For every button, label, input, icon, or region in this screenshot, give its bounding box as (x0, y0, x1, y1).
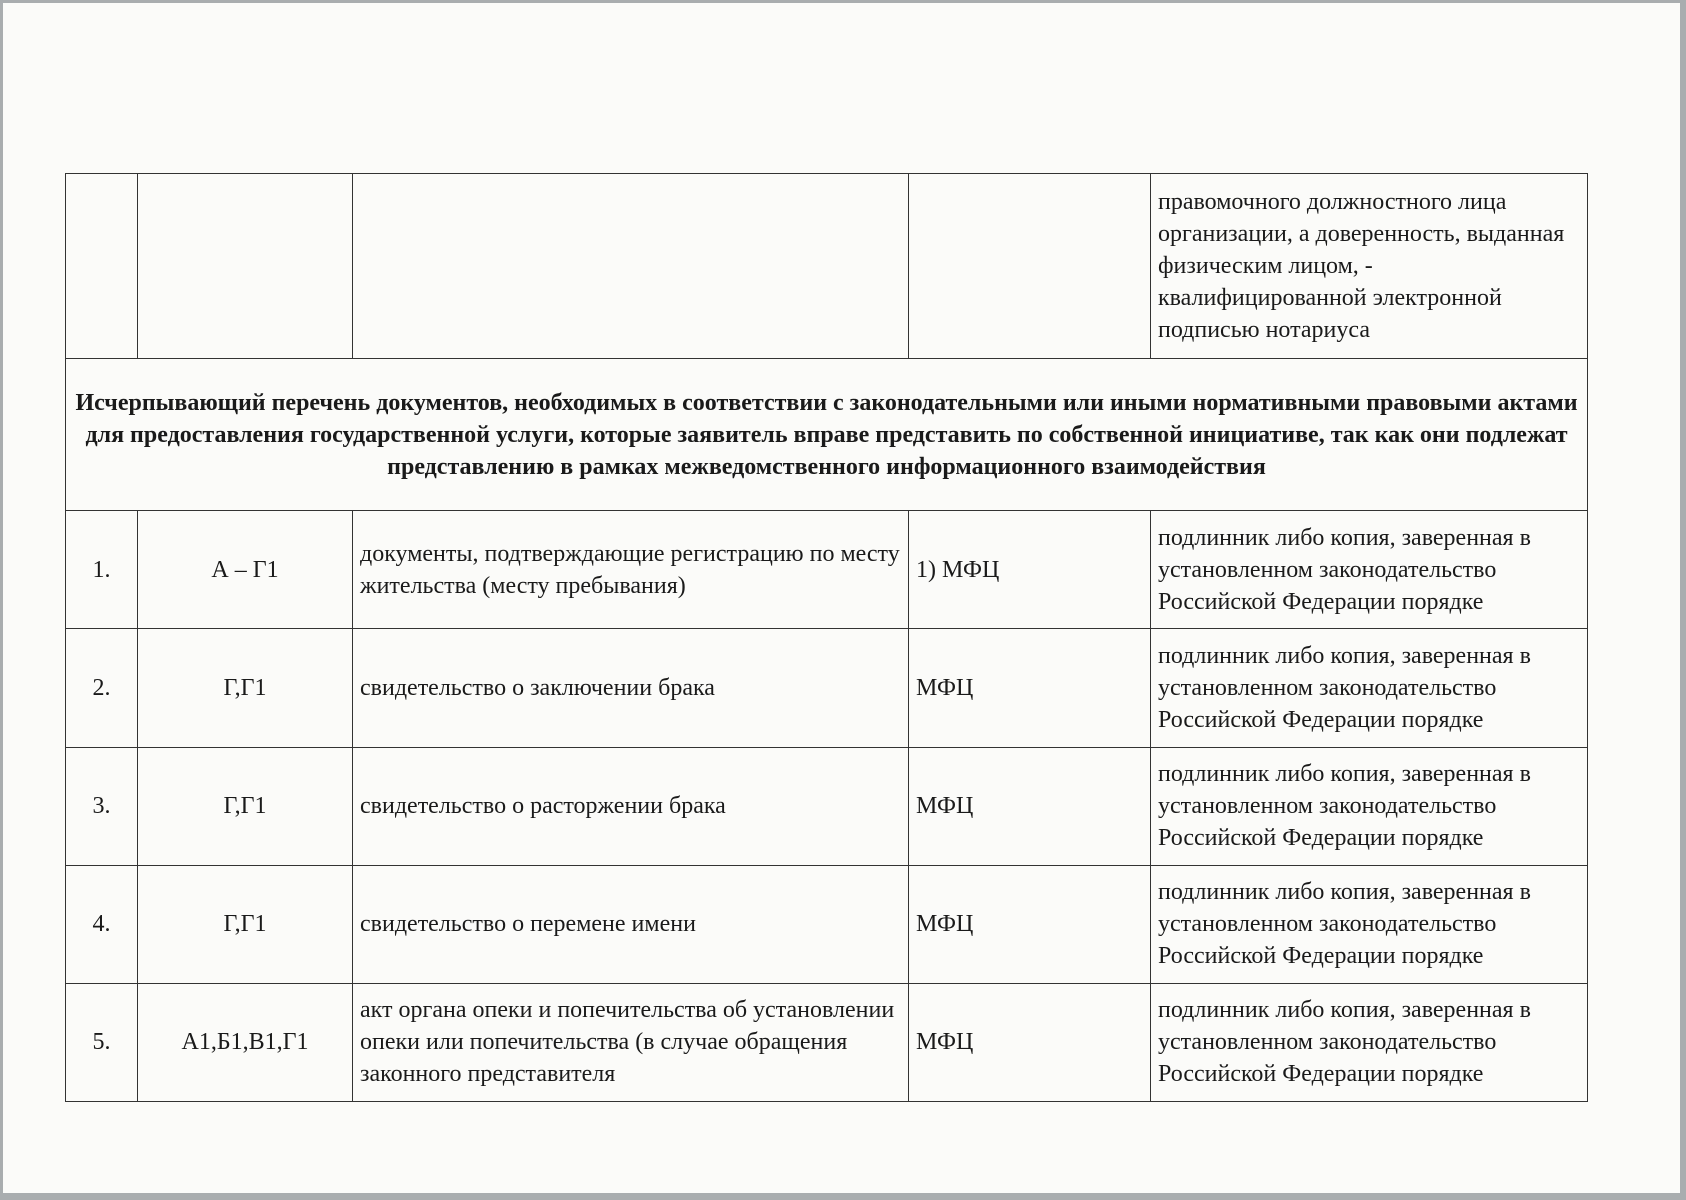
row-document-name: свидетельство о расторжении брака (353, 747, 909, 865)
row-number: 4. (66, 865, 138, 983)
row-authority: МФЦ (909, 865, 1151, 983)
row-note: подлинник либо копия, заверенная в установленном законодательство Российской Федерации порядке (1151, 983, 1588, 1101)
table-row (66, 747, 1588, 865)
empty-authority-cell (909, 174, 1151, 359)
row-categories: Г,Г1 (138, 747, 353, 865)
document-page (3, 3, 1680, 1193)
empty-name-cell (353, 174, 909, 359)
row-note: подлинник либо копия, заверенная в установленном законодательство Российской Федерации порядке (1151, 629, 1588, 747)
continued-row (66, 174, 1588, 359)
section-heading-row (66, 359, 1588, 511)
row-authority: МФЦ (909, 629, 1151, 747)
row-authority: МФЦ (909, 983, 1151, 1101)
row-document-name: свидетельство о перемене имени (353, 865, 909, 983)
empty-num-cell (66, 174, 138, 359)
table-row (66, 865, 1588, 983)
row-authority: 1) МФЦ (909, 511, 1151, 629)
row-number: 3. (66, 747, 138, 865)
row-note: подлинник либо копия, заверенная в установленном законодательство Российской Федерации порядке (1151, 865, 1588, 983)
table-row (66, 629, 1588, 747)
empty-categories-cell (138, 174, 353, 359)
row-note: подлинник либо копия, заверенная в установленном законодательство Российской Федерации порядке (1151, 747, 1588, 865)
row-authority: МФЦ (909, 747, 1151, 865)
row-number: 1. (66, 511, 138, 629)
table-row (66, 983, 1588, 1101)
documents-table (65, 173, 1588, 1102)
row-number: 2. (66, 629, 138, 747)
row-categories: А – Г1 (138, 511, 353, 629)
row-document-name: свидетельство о заключении брака (353, 629, 909, 747)
row-categories: Г,Г1 (138, 865, 353, 983)
table-row (66, 511, 1588, 629)
row-categories: А1,Б1,В1,Г1 (138, 983, 353, 1101)
row-categories: Г,Г1 (138, 629, 353, 747)
row-note: подлинник либо копия, заверенная в установленном законодательство Российской Федерации порядке (1151, 511, 1588, 629)
section-heading: Исчерпывающий перечень документов, необходимых в соответствии с законодательными или иными нормативными правовыми актами для предоставления государственной услуги, которые заявитель вправе представить по собственной инициативе, так как они подлежат представлению в рамках межведомственного информационного взаимодействия (66, 359, 1588, 511)
row-number: 5. (66, 983, 138, 1101)
row-document-name: акт органа опеки и попечительства об установлении опеки или попечительства (в случае обращения законного представителя (353, 983, 909, 1101)
continued-note-cell: правомочного должностного лица организации, а доверенность, выданная физическим лицом, - квалифицированной электронной подписью нотариуса (1151, 174, 1588, 359)
row-document-name: документы, подтверждающие регистрацию по месту жительства (месту пребывания) (353, 511, 909, 629)
